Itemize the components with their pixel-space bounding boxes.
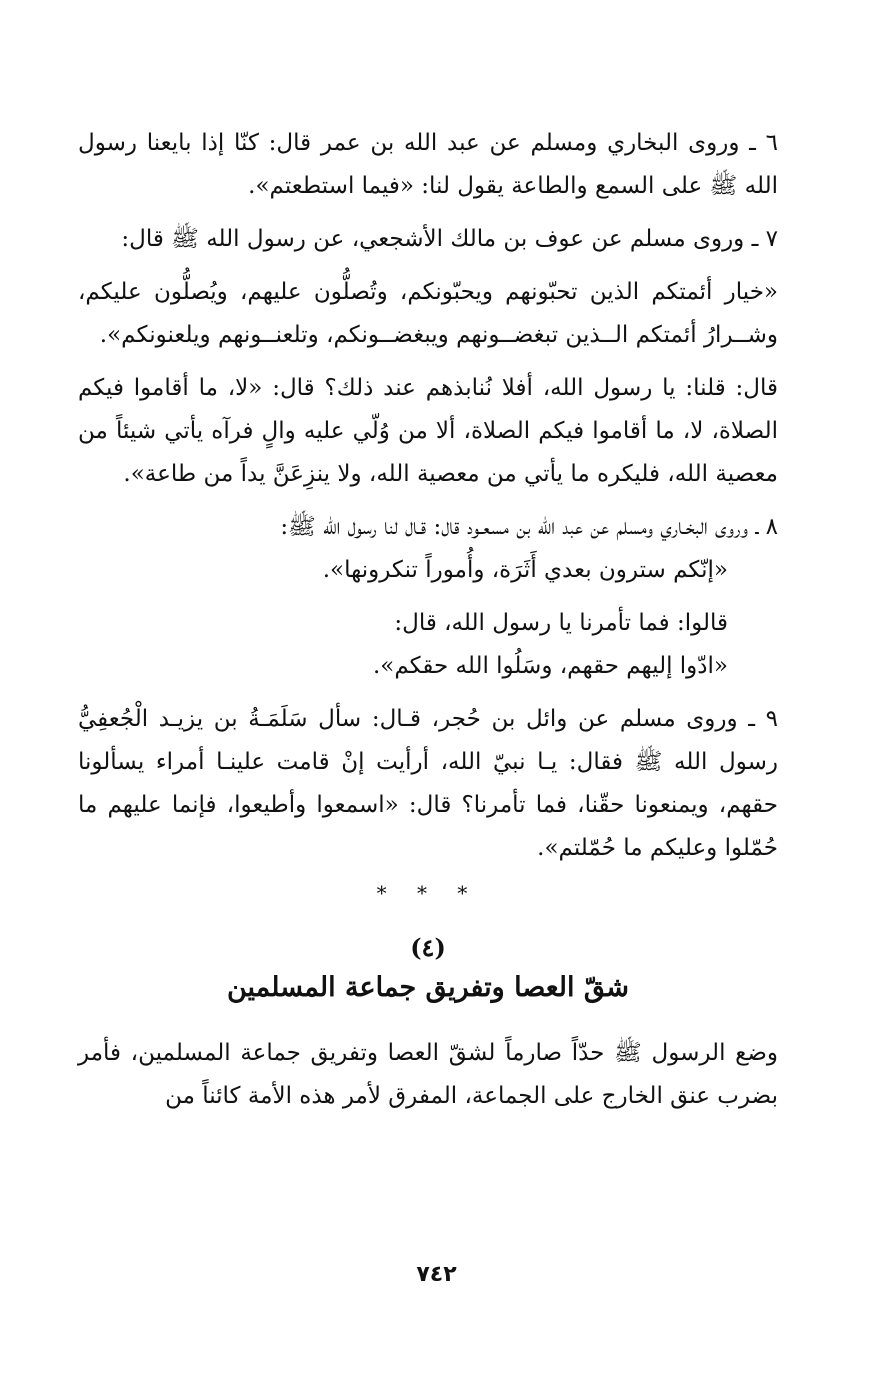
page-number: ٧٤٢ — [416, 1262, 457, 1287]
paragraph-6: ٦ ـ وروى البخاري ومسلم عن عبد الله بن عمر قال: كنّا إذا بايعنا رسول الله ﷺ على السمع والطاعة يقول لنا: «فيما استطعتم». — [78, 130, 778, 199]
paragraph-9: ٩ ـ وروى مسلم عن وائل بن حُجر، قـال: سأل سَلَمَـةُ بن يزيـد الْجُعفِيُّ رسول الله ﷺ فقال: يـا نبيّ الله، أرأيت إنْ قامت علينـا أمراء يسألونا حقهم، ويمنعونا حقّنا، فما تأمرنا؟ قال: «اسمعوا وأطيعوا، فإنما عليهم ما حُمّلوا وعليكم ما حُمّلتم». — [78, 706, 778, 861]
page-body — [78, 122, 778, 1118]
paragraph-7-hadith: «خيار أئمتكم الذين تحبّونهم ويحبّونكم، وتُصلُّون عليهم، ويُصلُّون عليكم، وشــرارُ أئمتكم الــذين تبغضــونهم ويبغضــونكم، وتلعنــونهم ويلعنونكم». — [78, 279, 778, 348]
paragraph-7: ٧ ـ وروى مسلم عن عوف بن مالك الأشجعي، عن رسول الله ﷺ قال: — [121, 226, 778, 252]
section-separator: * * * — [376, 881, 480, 905]
paragraph-8-answer: «ادّوا إليهم حقهم، وسَلُوا الله حقكم». — [372, 653, 728, 679]
section-title: شقّ العصا وتفريق جماعة المسلمين — [226, 972, 630, 1003]
paragraph-8: ٨ ـ وروى البخـاري ومسلم عن عبد الله بن مسعـود قال: قـال لنا رسول الله ﷺ: — [280, 514, 778, 540]
paragraph-8-hadith: «إنّكم سترون بعدي أَثَرَة، وأُموراً تنكرونها». — [322, 557, 728, 583]
paragraph-7-continuation: قال: قلنا: يا رسول الله، أفلا نُنابذهم عند ذلك؟ قال: «لا، ما أقاموا فيكم الصلاة، لا، ما أقاموا فيكم الصلاة، ألا من وُلّي عليه والٍ فرآه يأتي شيئاً من معصية الله، فليكره ما يأتي من معصية الله، ولا ينزِعَنَّ يداً من طاعة». — [78, 375, 778, 487]
closing-paragraph: وضع الرسول ﷺ حدّاً صارماً لشقّ العصا وتفريق جماعة المسلمين، فأمر بضرب عنق الخارج على الجماعة، المفرق لأمر هذه الأمة كائناً من — [78, 1040, 778, 1109]
section-number: (٤) — [410, 933, 446, 962]
paragraph-8-question: قالوا: فما تأمرنا يا رسول الله، قال: — [394, 610, 728, 636]
